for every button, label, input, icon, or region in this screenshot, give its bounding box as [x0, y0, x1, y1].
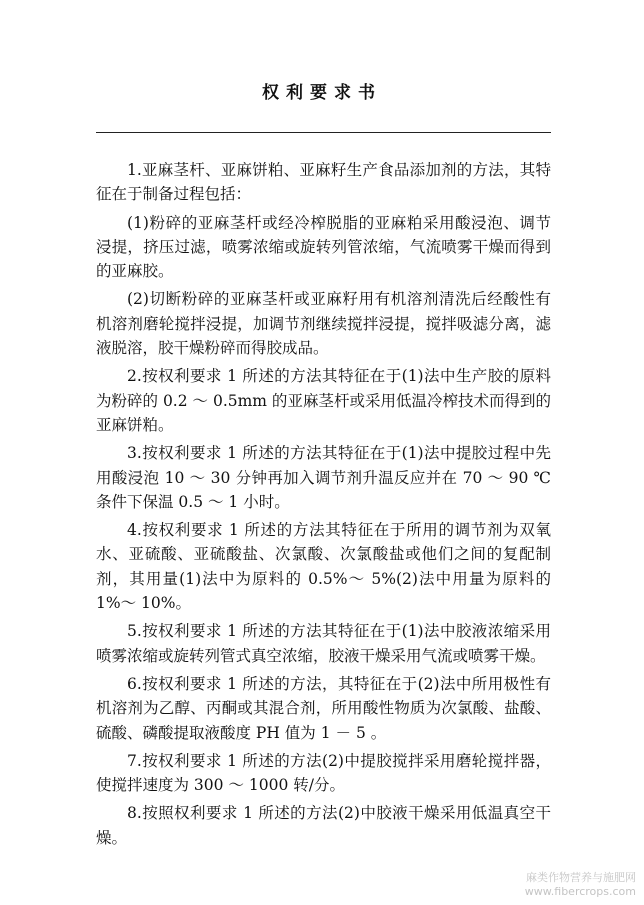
claim-paragraph: 6.按权利要求 1 所述的方法，其特征在于(2)法中所用极性有机溶剂为乙醇、丙酮或其混合剂，所用酸性物质为次氯酸、盐酸、硫酸、磷酸提取液酸度 PH 值为 1 － 5 。 — [96, 674, 551, 742]
claim-paragraph: (2)切断粉碎的亚麻茎杆或亚麻籽用有机溶剂清洗后经酸性有机溶剂磨轮搅拌浸提，加调节剂继续搅拌浸提，搅拌吸滤分离，滤液脱溶，胶干燥粉碎而得胶成品。 — [96, 290, 551, 358]
claim-paragraph: 1.亚麻茎杆、亚麻饼粕、亚麻籽生产食品添加剂的方法，其特征在于制备过程包括： — [96, 161, 551, 204]
claim-paragraph: (1)粉碎的亚麻茎杆或经冷榨脱脂的亚麻粕采用酸浸泡、调节浸提，挤压过滤，喷雾浓缩或旋转列管浓缩，气流喷雾干燥而得到的亚麻胶。 — [96, 213, 551, 281]
site-watermark — [525, 871, 636, 899]
claim-paragraph: 5.按权利要求 1 所述的方法其特征在于(1)法中胶液浓缩采用喷雾浓缩或旋转列管式真空浓缩，胶液干燥采用气流或喷雾干燥。 — [96, 622, 551, 665]
title-divider — [96, 132, 551, 133]
watermark-name: 麻类作物营养与施肥网 — [526, 871, 636, 884]
watermark-url: www.fibercrops.com — [524, 885, 636, 898]
document-title: 权利要求书 — [262, 83, 382, 103]
claim-paragraph: 3.按权利要求 1 所述的方法其特征在于(1)法中提胶过程中先用酸浸泡 10 ～ 30 分钟再加入调节剂升温反应并在 70 ～ 90 ℃条件下保温 0.5 ～ 1 小时。 — [96, 444, 551, 511]
claim-paragraph: 2.按权利要求 1 所述的方法其特征在于(1)法中生产胶的原料为粉碎的 0.2 ～ 0.5mm 的亚麻茎杆或采用低温冷榨技术而得到的亚麻饼粕。 — [96, 367, 551, 434]
claim-paragraph: 7.按权利要求 1 所述的方法(2)中提胶搅拌采用磨轮搅拌器，使搅拌速度为 300 ～ 1000 转/分。 — [96, 751, 551, 795]
claim-paragraph: 4.按权利要求 1 所述的方法其特征在于所用的调节剂为双氧水、亚硫酸、亚硫酸盐、次氯酸、次氯酸盐或他们之间的复配制剂，其用量(1)法中为原料的 0.5%～ 5%(2)法中用量为原料的 1%～ 10%。 — [96, 521, 551, 613]
claims-body — [96, 158, 551, 854]
claim-paragraph: 8.按照权利要求 1 所述的方法(2)中胶液干燥采用低温真空干燥。 — [96, 804, 551, 847]
